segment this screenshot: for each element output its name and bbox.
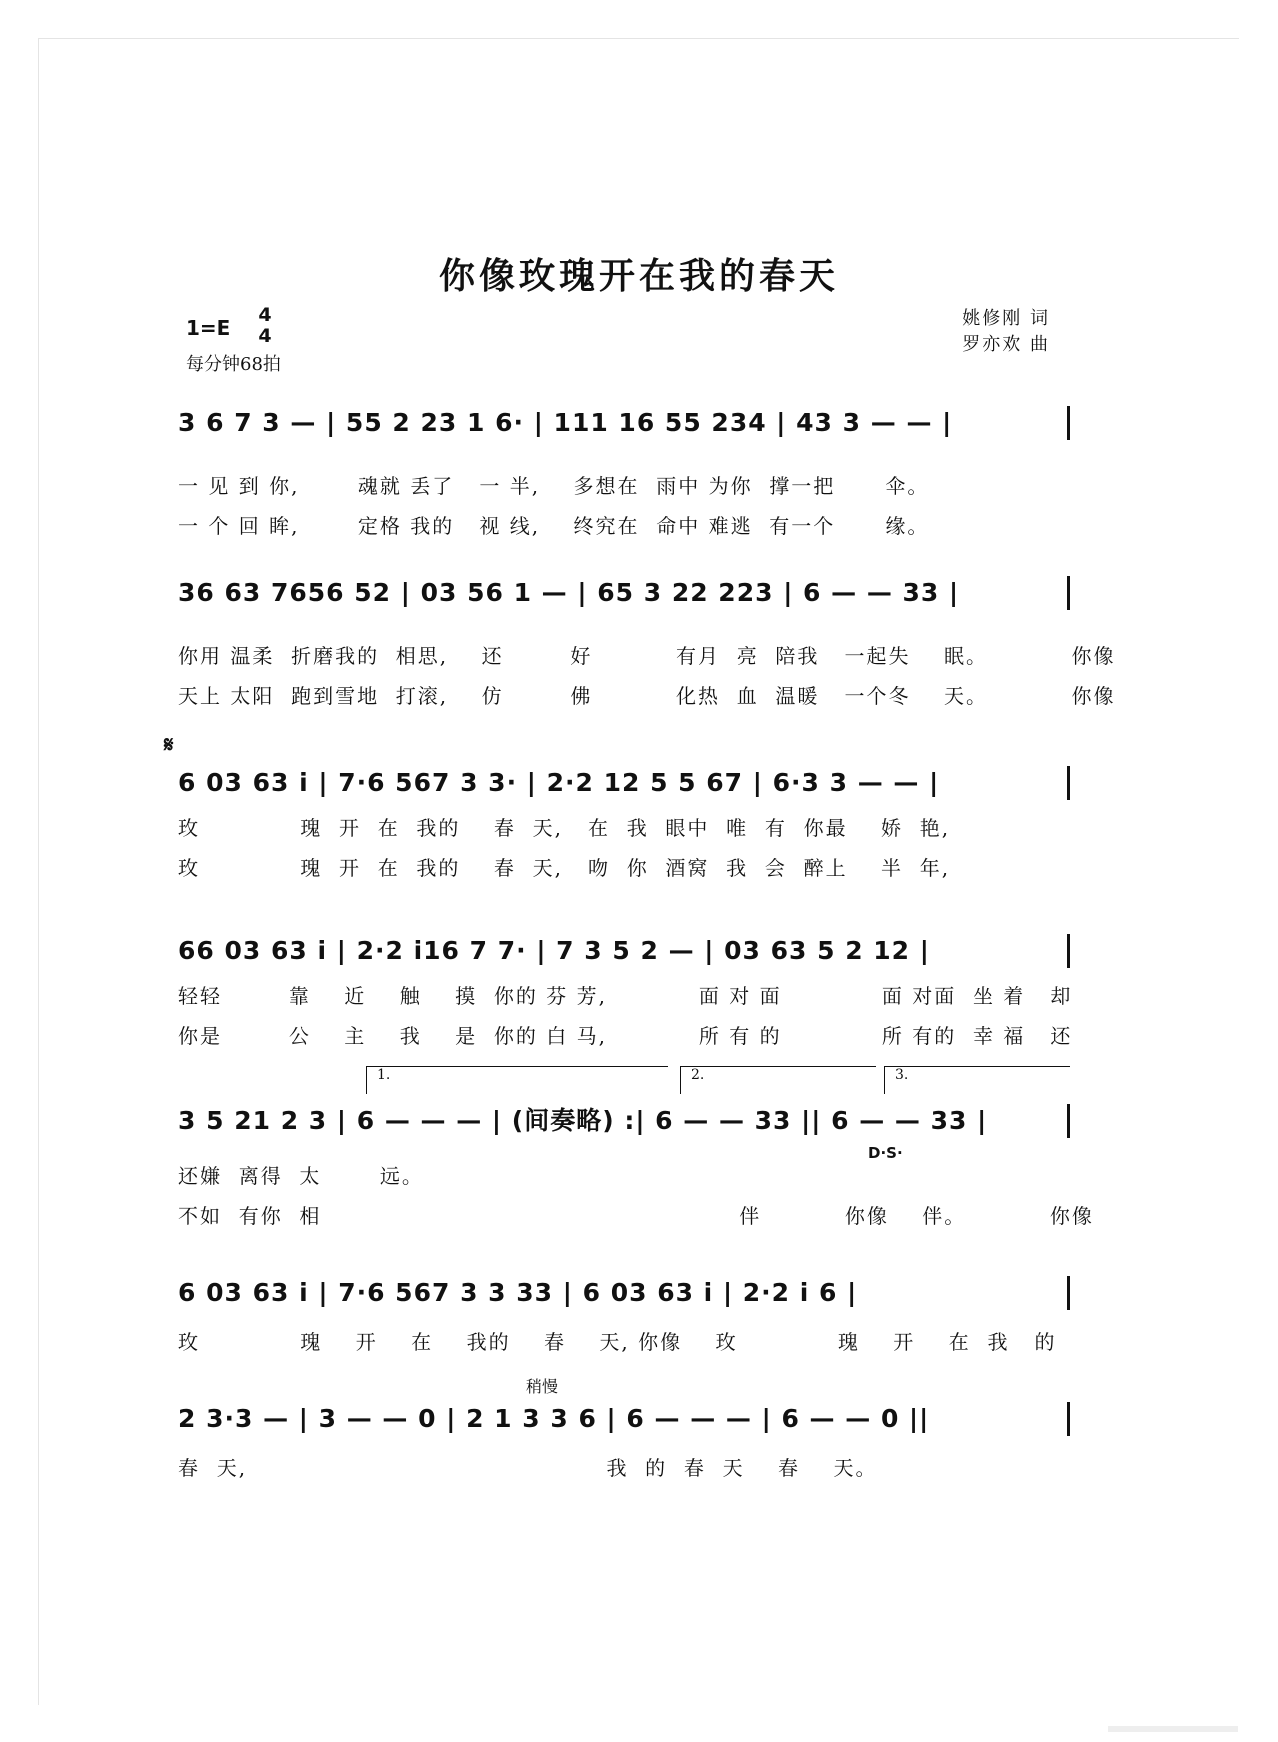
notes-text: 66 03 63 i | 2·2 i16 7 7· | 7 3 5 2 — | 03 63 5 2 12 | [178,936,930,965]
notes-line [178,570,1070,616]
barline [1067,1276,1070,1310]
barline [1067,576,1070,610]
volta-bracket-3: 3. [884,1066,1070,1094]
time-signature-top: 4 [258,304,272,326]
lyricist-credit: 姚修刚 词 [962,308,1050,329]
watermark-bar [1108,1726,1238,1732]
notes-line [178,400,1070,446]
notes-text: 36 63 7656 52 | 03 56 1 — | 65 3 22 223 | 6 — — 33 | [178,578,960,607]
lyrics-verse-2: 不如 有你 相 伴 你像 伴。 你像 [178,1204,1094,1228]
lyrics-verse-2: 你是 公 主 我 是 你的 白 马, 所 有 的 所 有的 幸 福 还 [178,1024,1073,1048]
volta-bracket-1: 1. [366,1066,668,1094]
lyrics-verse-1: 玫 瑰 开 在 我的 春 天, 在 我 眼中 唯 有 你最 娇 艳, [178,816,951,840]
key-signature: 1=E [186,316,231,340]
lyrics-verse-1: 还嫌 离得 太 远。 [178,1164,424,1188]
time-signature-bottom: 4 [258,325,272,347]
composer-credit: 罗亦欢 曲 [962,334,1050,355]
barline [1067,766,1070,800]
notes-text: 3 6 7 3 — | 55 2 23 1 6· | 111 16 55 234 | 43 3 — — | [178,408,953,437]
notes-text: 6 03 63 i | 7·6 567 3 3 33 | 6 03 63 i | 2·2 i 6 | [178,1278,858,1307]
notes-line [178,1098,1070,1144]
barline [1067,406,1070,440]
notes-line [178,1396,1070,1442]
dal-segno-marking: D·S· [868,1144,903,1162]
segno-sign: 𝄋 [164,732,174,758]
notes-text: 3 5 21 2 3 | 6 — — — | (间奏略) :| 6 — — 33 || 6 — — 33 | [178,1106,988,1135]
lyrics-verse-2: 天上 太阳 跑到雪地 打滚, 仿 佛 化热 血 温暖 一个冬 天。 你像 [178,684,1116,708]
lyrics-verse-1: 玫 瑰 开 在 我的 春 天, 你像 玫 瑰 开 在 我 的 [178,1330,1057,1354]
notes-text: 6 03 63 i | 7·6 567 3 3· | 2·2 12 5 5 67 | 6·3 3 — — | [178,768,940,797]
lyrics-verse-1: 春 天, 我 的 春 天 春 天。 [178,1456,878,1480]
lyrics-verse-2: 玫 瑰 开 在 我的 春 天, 吻 你 酒窝 我 会 醉上 半 年, [178,856,951,880]
lyrics-verse-1: 你用 温柔 折磨我的 相思, 还 好 有月 亮 陪我 一起失 眠。 你像 [178,644,1116,668]
lyrics-verse-1: 轻轻 靠 近 触 摸 你的 芬 芳, 面 对 面 面 对面 坐 着 却 [178,984,1073,1008]
time-signature [254,305,276,347]
notes-line [178,1270,1070,1316]
barline [1067,934,1070,968]
slow-marking: 稍慢 [526,1377,559,1396]
lyrics-verse-1: 一 见 到 你, 魂就 丢了 一 半, 多想在 雨中 为你 撑一把 伞。 [178,474,930,498]
notes-line [178,760,1070,806]
lyrics-verse-2: 一 个 回 眸, 定格 我的 视 线, 终究在 命中 难逃 有一个 缘。 [178,514,930,538]
song-title: 你像玫瑰开在我的春天 [438,255,839,297]
notes-text: 2 3·3 — | 3 — — 0 | 2 1 3 3 6 | 6 — — — | 6 — — 0 || [178,1404,930,1433]
volta-bracket-2: 2. [680,1066,876,1094]
barline [1067,1104,1070,1138]
tempo-marking: 每分钟68拍 [186,354,281,375]
notes-line [178,928,1070,974]
barline [1067,1402,1070,1436]
